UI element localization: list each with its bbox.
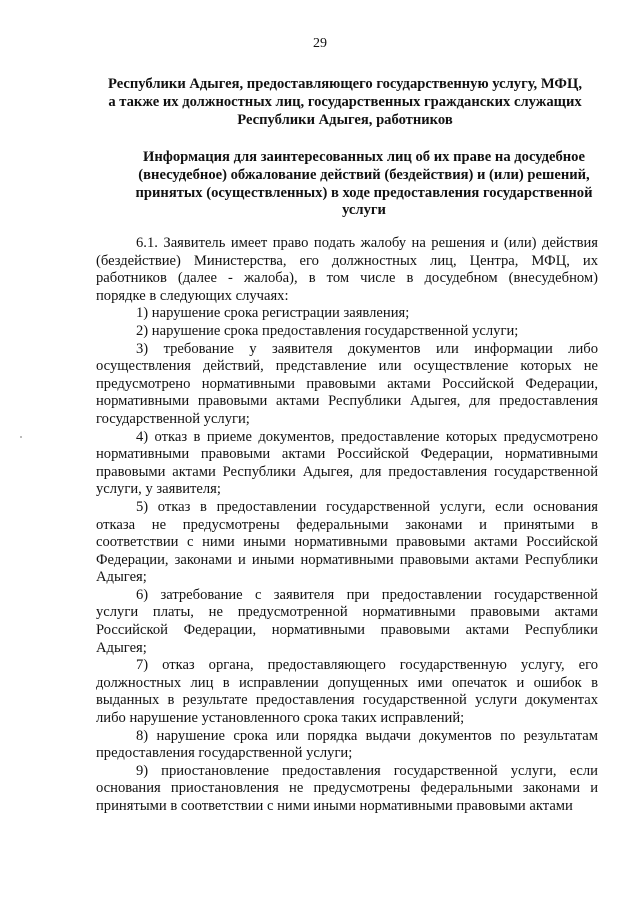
paragraph-line: 9) приостановление предоставления государственной услуги, если xyxy=(136,762,598,779)
paragraph-line: принятыми в соответствии с ними иными нормативными правовыми актами xyxy=(96,798,573,814)
paragraph-line: 2) нарушение срока предоставления государственной услуги; xyxy=(136,322,519,339)
paragraph-line: соответствии с ними иными нормативными правовыми актами Российской xyxy=(96,534,598,551)
paragraph-line: основания приостановления не предусмотрены федеральными законами и xyxy=(96,780,598,797)
paragraph-line: должностных лиц в исправлении допущенных ими опечаток и ошибок в xyxy=(96,674,598,691)
body-text xyxy=(96,235,598,816)
heading-line: услуги xyxy=(342,202,386,219)
paragraph-line: либо нарушение установленного срока таких исправлений; xyxy=(96,710,465,727)
paragraph-line: нормативными правовыми актами Республики Адыгея, для предоставления xyxy=(96,393,598,410)
heading-line: а также их должностных лиц, государственных гражданских служащих xyxy=(108,93,582,110)
paragraph-line: 1) нарушение срока регистрации заявления; xyxy=(136,305,410,322)
paragraph-line: 5) отказ в предоставлении государственной услуги, если основания xyxy=(136,498,598,515)
paragraph xyxy=(96,305,598,323)
paragraph-line: отказа не предусмотрены федеральными законами и принятыми в xyxy=(96,516,598,533)
paragraph-line: порядке в следующих случаях: xyxy=(96,287,289,304)
paragraph-line: работников (далее - жалоба), в том числе в досудебном (внесудебном) xyxy=(96,270,598,287)
paragraph-line: 6) затребование с заявителя при предоставлении государственной xyxy=(136,586,598,603)
subsection-heading xyxy=(120,149,608,220)
paragraph-line: Адыгея; xyxy=(96,639,147,656)
paragraph-line: государственной услуги; xyxy=(96,410,250,427)
heading-line: (внесудебное) обжалование действий (бездействия) и (или) решений, xyxy=(138,166,590,183)
paragraph-line: предусмотрено нормативными правовыми актами Российской Федерации, xyxy=(96,375,598,392)
paragraph-line: предоставления государственной услуги; xyxy=(96,745,353,762)
paragraph-line: 8) нарушение срока или порядка выдачи документов по результатам xyxy=(136,727,598,744)
paragraph xyxy=(96,499,598,587)
paragraph-line: выданных в результате предоставления государственной услуги документах xyxy=(96,692,598,709)
paragraph-line: Федерации, законами и иными нормативными правовыми актами Республики xyxy=(96,551,598,568)
paragraph-line: 4) отказ в приеме документов, предоставление которых предусмотрено xyxy=(136,428,598,445)
paragraph xyxy=(96,341,598,429)
paragraph-line: осуществления действий, представление или осуществление которых не xyxy=(96,358,598,375)
page-number: 29 xyxy=(313,36,327,51)
paragraph xyxy=(96,657,598,727)
paragraph-line: услуги платы, не предусмотренной нормативными правовыми актами xyxy=(96,604,598,621)
paragraph-line: правовыми актами Республики Адыгея, для предоставления государственной xyxy=(96,463,598,480)
paragraph xyxy=(96,323,598,341)
heading-line: принятых (осуществленных) в ходе предоставления государственной xyxy=(135,184,593,201)
paragraph-line: 6.1. Заявитель имеет право подать жалобу на решения и (или) действия xyxy=(136,235,598,251)
paragraph-line: нормативными правовыми актами Российской Федерации, нормативными xyxy=(96,446,598,463)
paragraph xyxy=(96,728,598,763)
paragraph-line: Адыгея; xyxy=(96,569,147,586)
heading-line: Республики Адыгея, работников xyxy=(237,111,453,128)
heading-line: Информация для заинтересованных лиц об их праве на досудебное xyxy=(143,149,585,165)
paragraph-line: 3) требование у заявителя документов или информации либо xyxy=(136,340,598,357)
paragraph xyxy=(96,235,598,305)
section-heading-continuation xyxy=(80,76,610,129)
paragraph-line: Российской Федерации, нормативными правовыми актами Республики xyxy=(96,622,598,639)
paragraph-line: услуги, у заявителя; xyxy=(96,481,221,498)
paragraph xyxy=(96,587,598,657)
paragraph xyxy=(96,763,598,816)
paragraph-line: (бездействие) Министерства, его должностных лиц, Центра, МФЦ, их xyxy=(96,252,598,269)
paragraph xyxy=(96,429,598,499)
paragraph-line: 7) отказ органа, предоставляющего государственную услугу, его xyxy=(136,657,598,674)
heading-line: Республики Адыгея, предоставляющего государственную услугу, МФЦ, xyxy=(108,76,582,92)
scan-mark xyxy=(20,436,22,438)
